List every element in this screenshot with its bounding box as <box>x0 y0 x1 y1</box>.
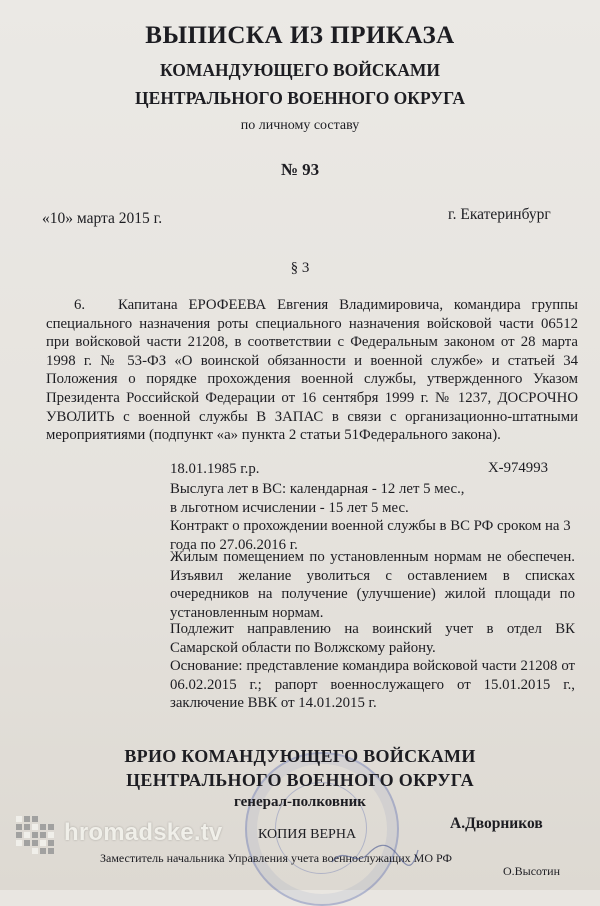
signatory-title-1: ВРИО КОМАНДУЮЩЕГО ВОЙСКАМИ <box>124 746 476 766</box>
issuer-line-1: КОМАНДУЮЩЕГО ВОЙСКАМИ <box>160 60 440 80</box>
registration-info: Подлежит направлению на воинский учет в отдел ВК Самарской области по Волжскому району. <box>170 621 575 656</box>
handwritten-signature-icon <box>330 840 420 870</box>
housing-info: Жилым помещением по установленным нормам не обеспечен. Изъявил желание уволиться с оставлением в списках очередников на получение (улучшение) жилой площади по установленным нормам. <box>170 549 575 621</box>
deputy-name: О.Высотин <box>503 864 560 878</box>
service-length-calendar: Выслуга лет в ВС: календарная - 12 лет 5 мес., <box>170 481 465 497</box>
order-date: «10» марта 2015 г. <box>42 210 163 227</box>
document-title: ВЫПИСКА ИЗ ПРИКАЗА <box>145 22 455 49</box>
order-body <box>46 296 578 445</box>
service-length <box>170 480 575 517</box>
signatory-name: А.Дворников <box>450 815 543 832</box>
paragraph-number: § 3 <box>290 260 310 276</box>
order-subject: по личному составу <box>240 118 360 133</box>
item-number: 6. <box>74 297 86 313</box>
issuer-line-2: ЦЕНТРАЛЬНОГО ВОЕННОГО ОКРУГА <box>135 88 465 108</box>
order-number: № 93 <box>280 160 320 179</box>
order-city: г. Екатеринбург <box>448 206 551 223</box>
basis-info: Основание: представление командира войсковой части 21208 от 06.02.2015 г.; рапорт военнослужащего от 15.01.2015 г., заключение ВВК от 14.01.2015 г. <box>170 658 575 712</box>
watermark-grid-icon <box>14 814 56 856</box>
copy-certified: КОПИЯ ВЕРНА <box>258 827 357 842</box>
deputy-title: Заместитель начальника Управления учета военнослужащих МО РФ <box>100 851 452 865</box>
order-body-text: Капитана ЕРОФЕЕВА Евгения Владимировича, командира группы специального назначения роты специального назначения войсковой части 06512 при войсковой части 21208, в соответствии с Федеральным законом от 28 марта 1998 г. № 53-ФЗ «О воинской обязанности и военной службе» и статьей 34 Положения о порядке прохождения военной службы, утвержденного Указом Президента Российской Федерации от 16 сентября 1999 г. № 1237, ДОСРОЧНО УВОЛИТЬ с военной службы В ЗАПАС в связи с организационно-штатными мероприятиями (подпункт «а» пункта 2 статьи 51Федерального закона). <box>46 297 578 444</box>
personal-number: Х-974993 <box>488 460 549 476</box>
birth-date: 18.01.1985 г.р. <box>170 461 260 477</box>
signatory-rank: генерал-полковник <box>234 794 366 810</box>
contract-info: Контракт о прохождении военной службы в ВС РФ сроком на 3 года по 27.06.2016 г. <box>170 518 571 553</box>
service-length-preferential: в льготном исчислении - 15 лет 5 мес. <box>170 499 409 516</box>
watermark-text: hromadske.tv <box>64 819 223 846</box>
signatory-title-2: ЦЕНТРАЛЬНОГО ВОЕННОГО ОКРУГА <box>126 770 474 790</box>
